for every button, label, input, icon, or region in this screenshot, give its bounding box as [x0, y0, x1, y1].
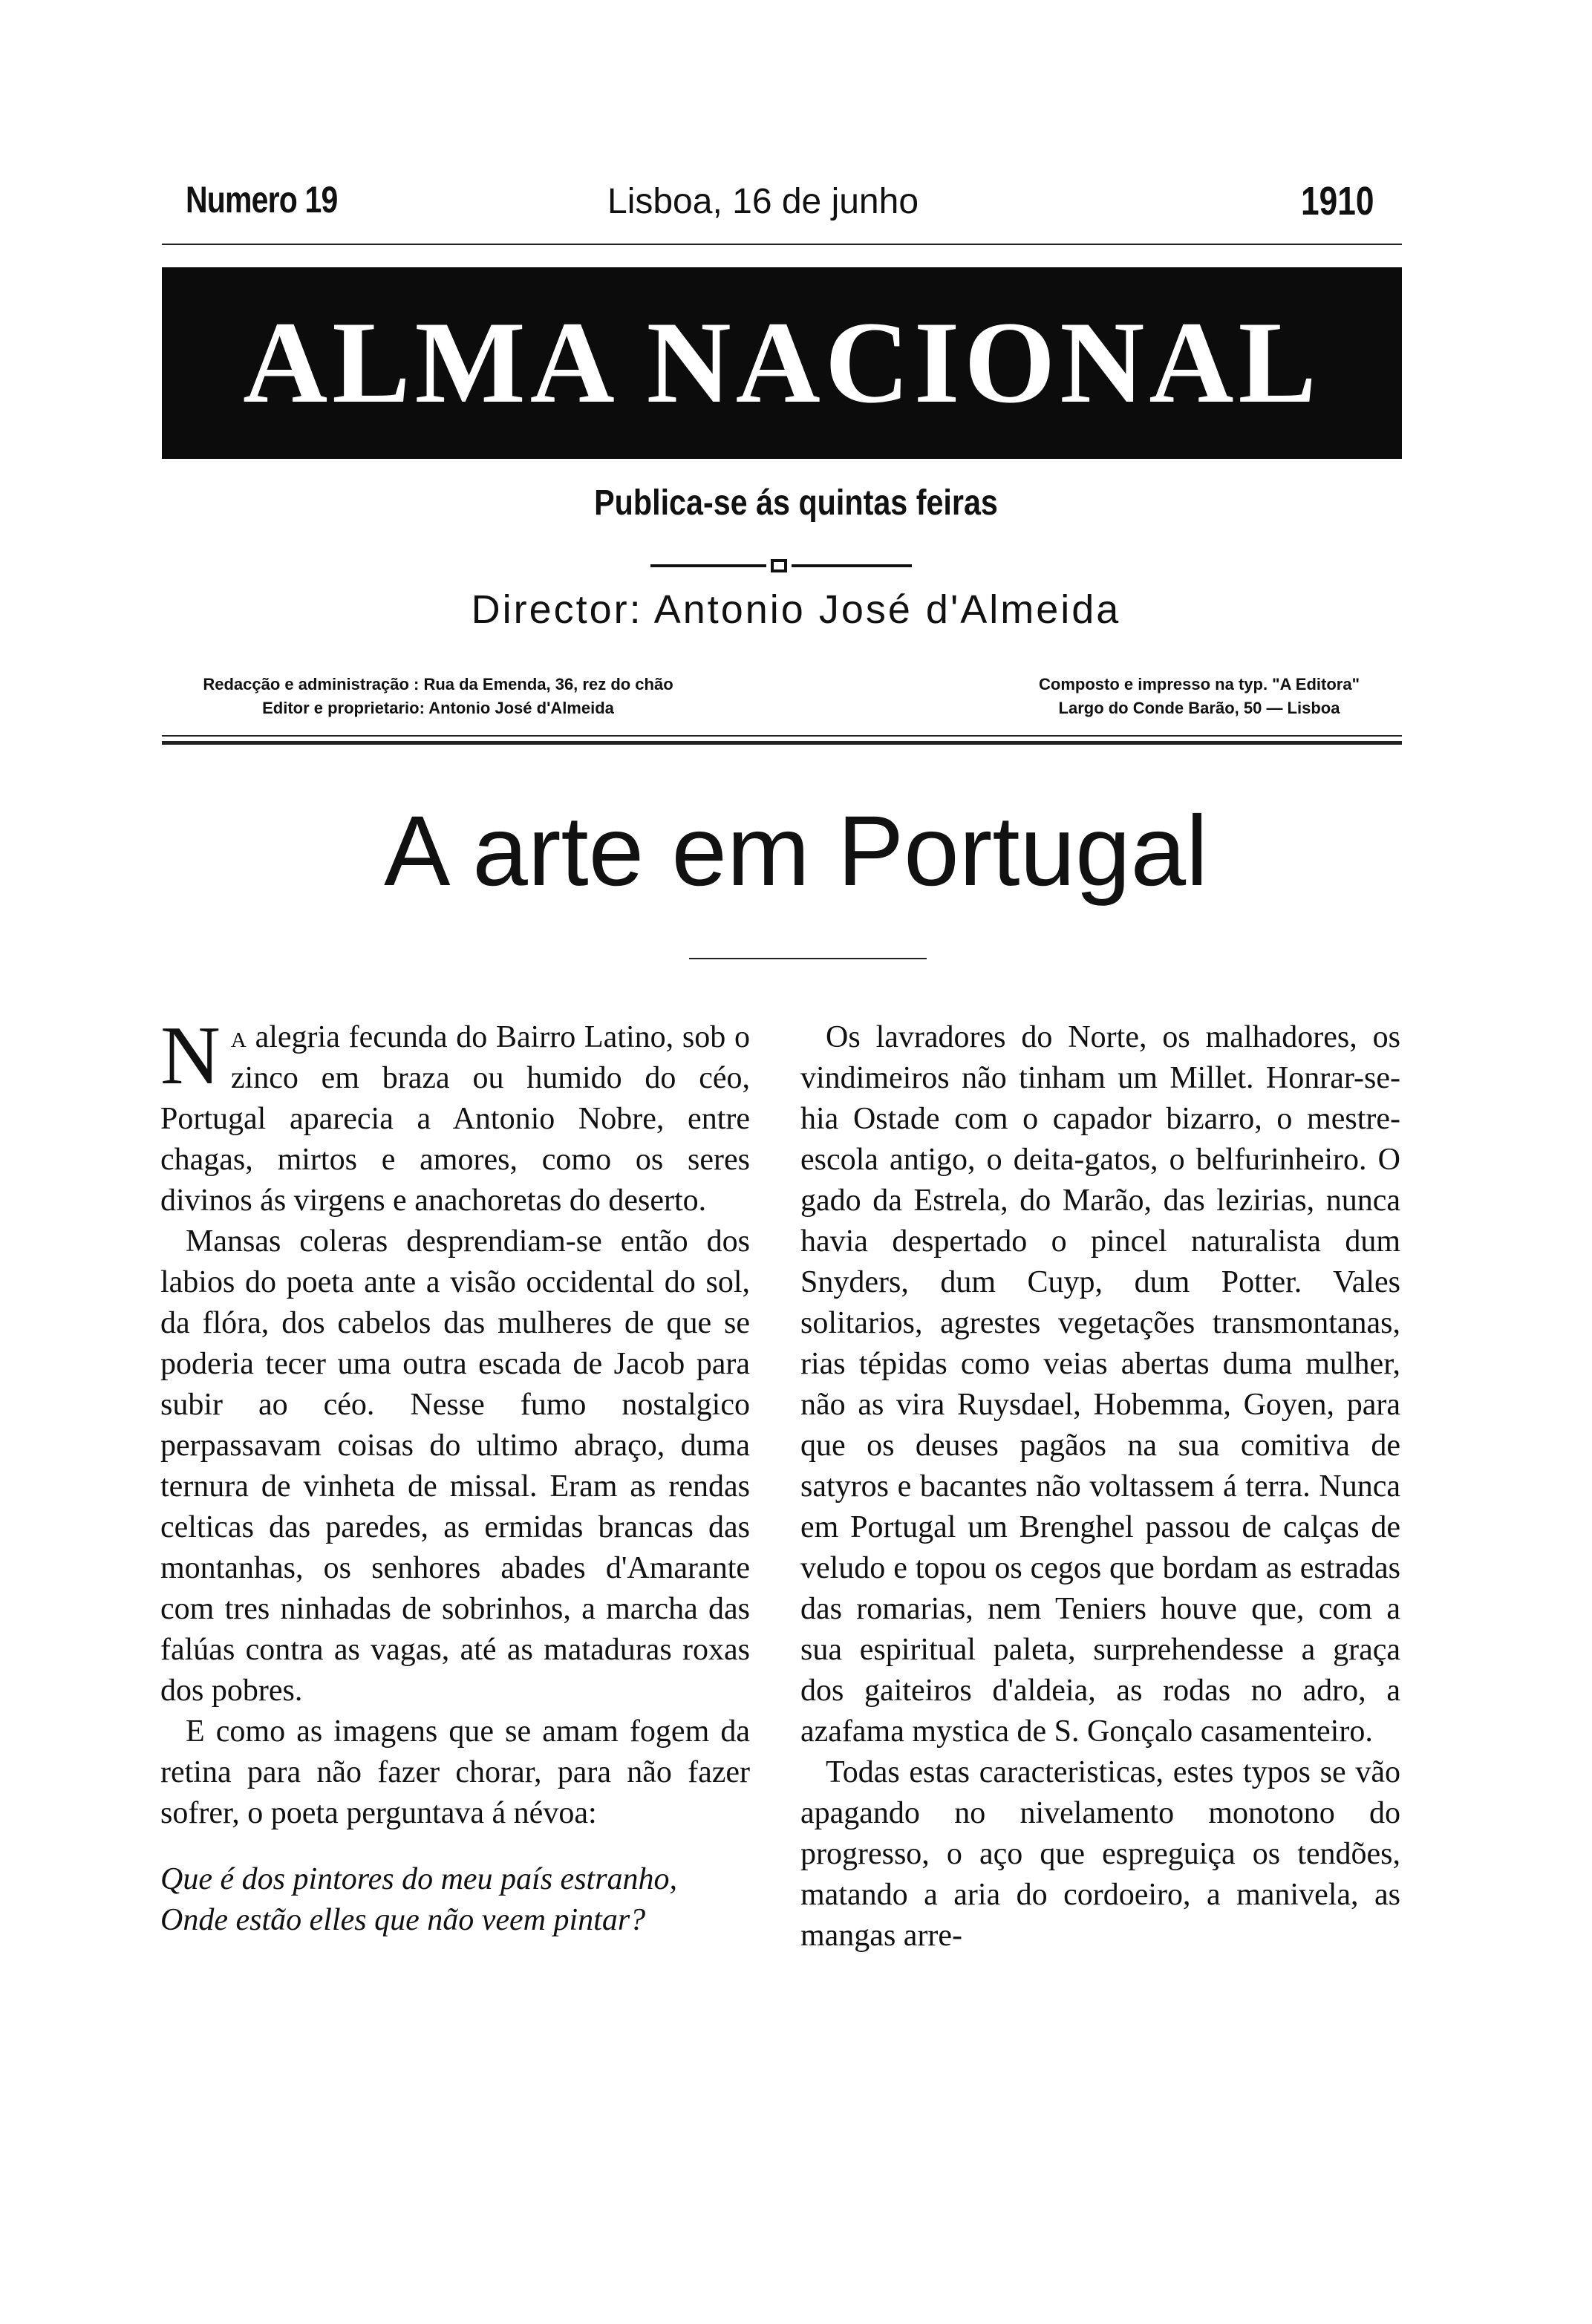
- verse-quote: [160, 1859, 750, 1941]
- paragraph: Todas estas caracteristicas, estes typos se vão apagando no nivelamento monotono do progresso, o aço que espreguiça os tendões, matando a aria do cordoeiro, a manivela, as mangas arre-: [800, 1755, 1400, 1953]
- article-headline: A arte em Portugal: [384, 796, 1208, 907]
- printer-name: Composto e impresso na typ. "A Editora": [1039, 675, 1360, 693]
- printer-info: [988, 673, 1411, 720]
- editorial-info: [178, 673, 698, 720]
- masthead-banner: [162, 267, 1402, 459]
- headline-rule: [689, 958, 927, 959]
- right-column: [800, 1017, 1400, 1956]
- paragraph: Os lavradores do Norte, os malhadores, os vindimeiros não tinham um Millet. Honrar-se-hia Ostade com o capador bizarro, o mestre-escola antigo, o deita-gatos, o belfurinheiro. O gado da Estrela, do Marão, das lezirias, nunca havia despertado o pincel naturalista dum Snyders, dum Cuyp, dum Potter. Vales solitarios, agrestes vegetações transmontanas, rias tépidas como veias abertas duma mulher, não as vira Ruysdael, Hobemma, Goyen, para que os deuses pagãos na sua comitiva de satyros e bacantes não voltassem á terra. Nunca em Portugal um Brenghel passou de calças de veludo e topou os cegos que bordam as estradas das romarias, nem Teniers houve que, com a sua espiritual paleta, surprehendesse a graça dos gaiteiros d'aldeia, as rodas no adro, a azafama mystica de S. Gonçalo casamenteiro.: [800, 1020, 1400, 1749]
- verse-line: Onde estão elles que não veem pintar?: [160, 1903, 646, 1937]
- paragraph: [160, 1010, 750, 1221]
- paragraph: Mansas coleras desprendiam-se então dos labios do poeta ante a visão occidental do sol, da flóra, dos cabelos das mulheres de que se poderia tecer uma outra escada de Jacob para subir ao céo. Nesse fumo nostalgico perpassavam coisas do ultimo abraço, duma ternura de vinheta de missal. Eram as rendas celticas das paredes, as ermidas brancas das montanhas, os senhores abades d'Amarante com tres ninhadas de sobrinhos, a marcha das falúas contra as vagas, até as mataduras roxas dos pobres.: [160, 1224, 750, 1708]
- issue-number: Numero 19: [186, 179, 338, 221]
- publication-frequency: Publica-se ás quintas feiras: [594, 483, 998, 523]
- paragraph: E como as imagens que se amam fogem da retina para não fazer chorar, para não fazer sofrer, o poeta perguntava á névoa:: [160, 1714, 750, 1830]
- masthead-title: ALMA NACIONAL: [243, 298, 1321, 428]
- left-column: [160, 1010, 750, 1941]
- year: 1910: [1301, 179, 1374, 223]
- drop-cap: N: [160, 1010, 221, 1102]
- header-rule-thick: [162, 741, 1402, 745]
- top-rule: [162, 244, 1402, 245]
- editor-owner: Editor e proprietario: Antonio José d'Almeida: [262, 699, 614, 717]
- smallcaps-word: a: [230, 1020, 247, 1054]
- verse-line: Que é dos pintores do meu país estranho,: [160, 1862, 678, 1896]
- place-date: Lisboa, 16 de junho: [607, 182, 919, 221]
- printer-address: Largo do Conde Barão, 50 — Lisboa: [1058, 699, 1340, 717]
- paragraph-text: alegria fecunda do Bairro Latino, sob o zinco em braza ou humido do céo, Portugal aparecia a Antonio Nobre, entre chagas, mirtos e amores, como os seres divinos ás virgens e anachoretas do deserto.: [160, 1020, 750, 1218]
- director-line: Director: Antonio José d'Almeida: [471, 587, 1121, 632]
- ornament-divider: [650, 558, 912, 573]
- header-rule-thin: [162, 735, 1402, 737]
- editorial-address: Redacção e administração : Rua da Emenda, 36, rez do chão: [203, 675, 673, 693]
